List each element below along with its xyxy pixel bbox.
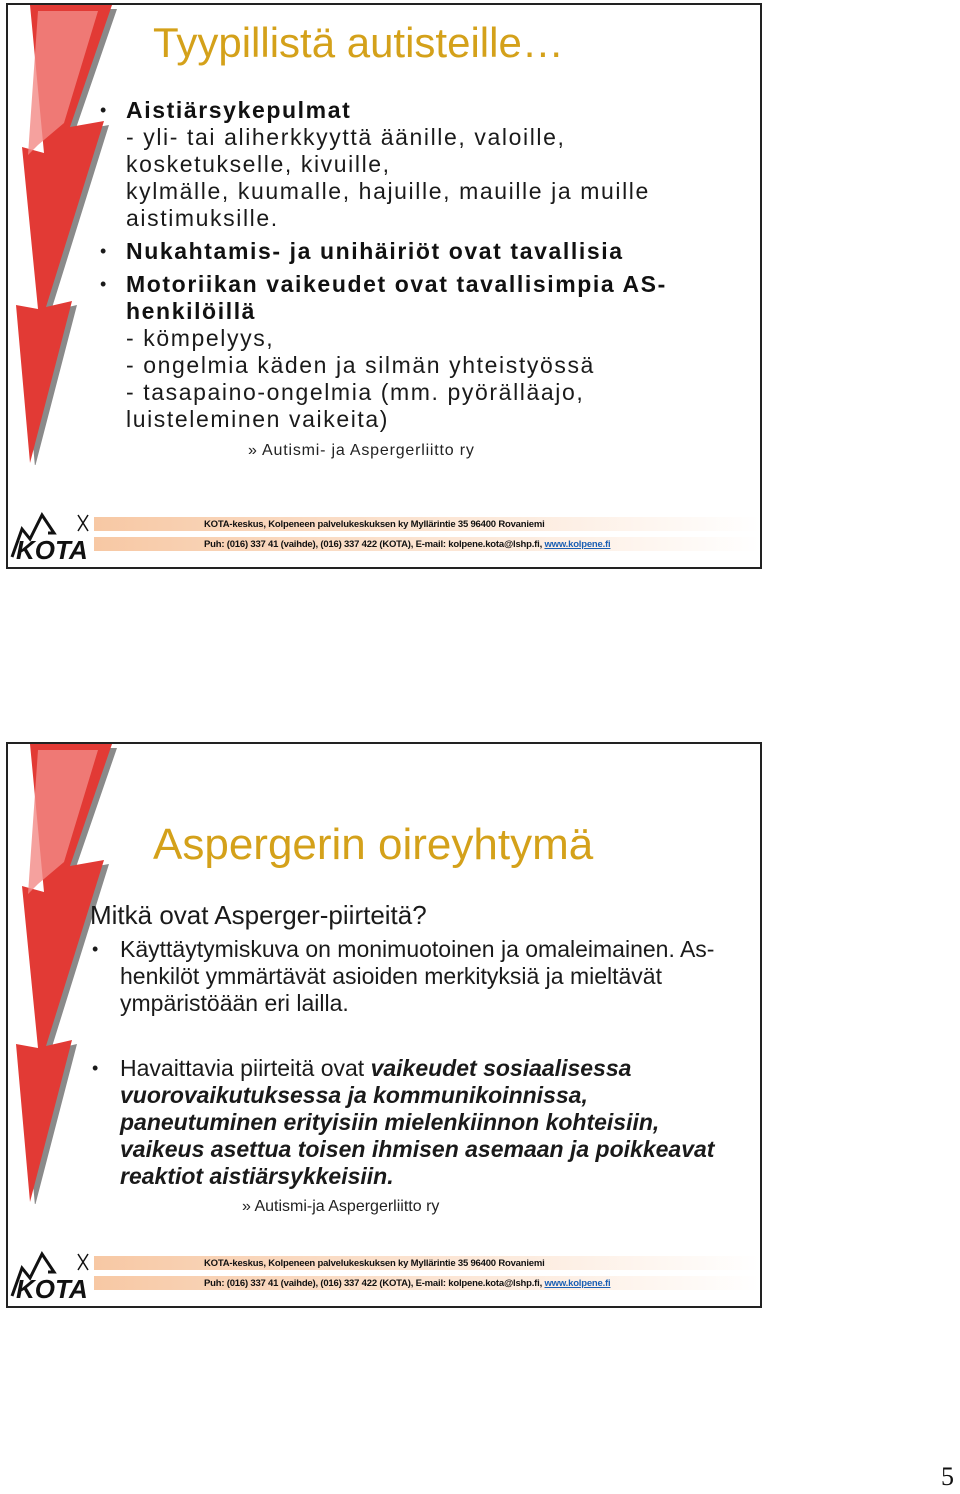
footer-contact: [204, 539, 610, 550]
item-heading: • Aistiärsykepulmat: [126, 97, 352, 123]
page-number: 5: [941, 1462, 954, 1491]
bullet-list: [90, 936, 740, 1190]
item-heading: • Nukahtamis- ja unihäiriöt ovat tavallisia: [126, 238, 624, 264]
slide-title: Tyypillistä autisteille…: [153, 19, 564, 66]
slide-title: Aspergerin oireyhtymä: [153, 820, 594, 869]
svg-text:KOTA: KOTA: [16, 535, 88, 565]
kota-logo-icon: [8, 1246, 94, 1304]
slide-footer: [8, 1246, 760, 1306]
item-detail: - yli- tai aliherkkyyttä äänille, valoille, kosketukselle, kivuille, kylmälle, kuumalle, hajuille, mauille ja muille aistimuksille.: [126, 124, 650, 231]
footer-address: KOTA-keskus, Kolpeneen palvelukeskuksen ky Myllärintie 35 96400 Rovaniemi: [204, 519, 545, 530]
slide-footer: [8, 507, 760, 567]
website-link[interactable]: www.kolpene.fi: [544, 1278, 611, 1289]
slide-2: [6, 742, 762, 1308]
footer-contact: [204, 1278, 610, 1289]
slide-question: Mitkä ovat Asperger-piirteitä?: [90, 900, 427, 930]
item-text: Havaittavia piirteitä ovat: [120, 1055, 371, 1081]
source-citation: » Autismi-ja Aspergerliitto ry: [242, 1198, 440, 1215]
list-item: [90, 1055, 740, 1190]
svg-text:KOTA: KOTA: [16, 1274, 88, 1304]
list-item: • Käyttäytymiskuva on monimuotoinen ja omaleimainen. As-henkilöt ymmärtävät asioiden merkityksiä ja mieltävät ympäristöään eri lailla.: [90, 936, 740, 1017]
list-item: [100, 271, 740, 433]
source-citation: » Autismi- ja Aspergerliitto ry: [248, 442, 475, 459]
footer-address: KOTA-keskus, Kolpeneen palvelukeskuksen ky Myllärintie 35 96400 Rovaniemi: [204, 1258, 545, 1269]
kota-logo-icon: [8, 507, 94, 565]
item-emphasis: vaikeudet sosiaalisessa vuorovaikutuksessa ja kommunikoinnissa, paneutuminen erityisiin mielenkiinnon kohteisiin, vaikeus asettua toisen ihmisen asemaan ja poikkeavat reaktiot aistiärsykkeisiin.: [120, 1055, 715, 1189]
item-detail: - kömpelyys, - ongelmia käden ja silmän yhteistyössä - tasapaino-ongelmia (mm. pyörälläajo, luisteleminen vaikeita): [126, 325, 595, 432]
footer-contact-text: Puh: (016) 337 41 (vaihde), (016) 337 422 (KOTA), E-mail: kolpene.kota@lshp.fi,: [204, 539, 545, 550]
footer-contact-text: Puh: (016) 337 41 (vaihde), (016) 337 422 (KOTA), E-mail: kolpene.kota@lshp.fi,: [204, 1278, 545, 1289]
list-item: [100, 238, 740, 265]
bullet-list: [100, 97, 740, 433]
website-link[interactable]: www.kolpene.fi: [544, 539, 611, 550]
item-heading: • Motoriikan vaikeudet ovat tavallisimpia AS-henkilöillä: [126, 271, 667, 324]
list-item: [100, 97, 740, 232]
slide-1: [6, 3, 762, 569]
